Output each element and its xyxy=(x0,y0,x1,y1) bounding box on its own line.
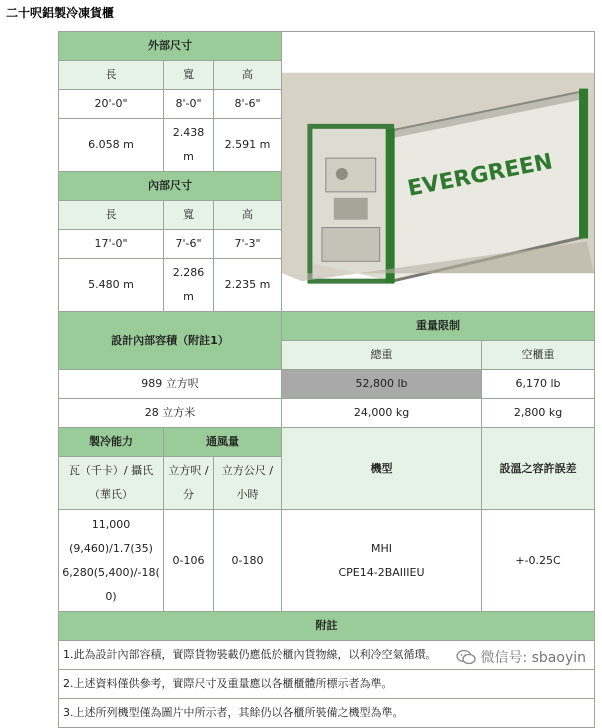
interior-header: 內部尺寸 xyxy=(59,172,282,201)
ventilation-cmh-label: 立方公尺 / 小時 xyxy=(214,457,282,510)
model-value xyxy=(282,510,482,612)
ventilation-cfm-label: 立方呎 / 分 xyxy=(164,457,214,510)
interior-col-height: 高 xyxy=(214,201,282,230)
interior-width-metric: 2.286 m xyxy=(164,259,214,312)
ventilation-cmh-value: 0-180 xyxy=(214,510,282,612)
exterior-length-imperial: 20'-0" xyxy=(59,90,164,119)
ventilation-cfm-value: 0-106 xyxy=(164,510,214,612)
cooling-unit-label: 瓦（千卡）/ 攝氏（華氏） xyxy=(59,457,164,510)
container-image xyxy=(282,43,594,301)
notes-header: 附註 xyxy=(59,612,595,641)
model-value-line1: MHI xyxy=(371,541,393,555)
interior-width-imperial: 7'-6" xyxy=(164,230,214,259)
exterior-col-width: 寬 xyxy=(164,61,214,90)
ventilation-header: 通風量 xyxy=(164,428,282,457)
capacity-header: 設計內部容積（附註1） xyxy=(59,312,282,370)
page-title: 二十呎鋁製冷凍貨櫃 xyxy=(6,6,115,20)
gross-weight-kg: 24,000 kg xyxy=(282,399,482,428)
spec-table xyxy=(58,31,595,728)
tare-weight-header: 空櫃重 xyxy=(482,341,595,370)
tare-weight-kg: 2,800 kg xyxy=(482,399,595,428)
model-header: 機型 xyxy=(282,428,482,510)
interior-col-length: 長 xyxy=(59,201,164,230)
interior-height-metric: 2.235 m xyxy=(214,259,282,312)
exterior-length-metric: 6.058 m xyxy=(59,119,164,172)
exterior-col-height: 高 xyxy=(214,61,282,90)
exterior-height-imperial: 8'-6" xyxy=(214,90,282,119)
note-3: 3.上述所列機型僅為圖片中所示者，其餘仍以各櫃所裝備之機型為準。 xyxy=(59,699,595,728)
exterior-col-length: 長 xyxy=(59,61,164,90)
interior-length-imperial: 17'-0" xyxy=(59,230,164,259)
wechat-watermark xyxy=(454,647,588,667)
cooling-capacity-value: 11,000 (9,460)/1.7(35) 6,280(5,400)/-18(0) xyxy=(59,510,164,612)
exterior-header: 外部尺寸 xyxy=(59,32,282,61)
interior-length-metric: 5.480 m xyxy=(59,259,164,312)
container-photo xyxy=(282,32,595,312)
cooling-header: 製冷能力 xyxy=(59,428,164,457)
capacity-cubic-feet: 989 立方呎 xyxy=(59,370,282,399)
tare-weight-lb: 6,170 lb xyxy=(482,370,595,399)
interior-col-width: 寬 xyxy=(164,201,214,230)
note-2: 2.上述資料僅供參考，實際尺寸及重量應以各櫃櫃體所標示者為準。 xyxy=(59,670,595,699)
gross-weight-header: 總重 xyxy=(282,341,482,370)
interior-height-imperial: 7'-3" xyxy=(214,230,282,259)
gross-weight-lb: 52,800 lb xyxy=(282,370,482,399)
weight-header: 重量限制 xyxy=(282,312,595,341)
tolerance-header: 設溫之容許誤差 xyxy=(482,428,595,510)
exterior-height-metric: 2.591 m xyxy=(214,119,282,172)
capacity-cubic-meters: 28 立方米 xyxy=(59,399,282,428)
exterior-width-metric: 2.438 m xyxy=(164,119,214,172)
note-1: 1.此為設計內部容積，實際貨物裝載仍應低於櫃內貨物線，以利冷空氣循環。 xyxy=(59,641,595,670)
tolerance-value: +-0.25C xyxy=(482,510,595,612)
model-value-line2: CPE14-2BAIIIEU xyxy=(338,565,425,579)
container-brand-text: EVERGREEN xyxy=(405,148,555,202)
exterior-width-imperial: 8'-0" xyxy=(164,90,214,119)
wechat-icon xyxy=(456,649,476,665)
watermark-text: 微信号: sbaoyin xyxy=(480,650,586,666)
